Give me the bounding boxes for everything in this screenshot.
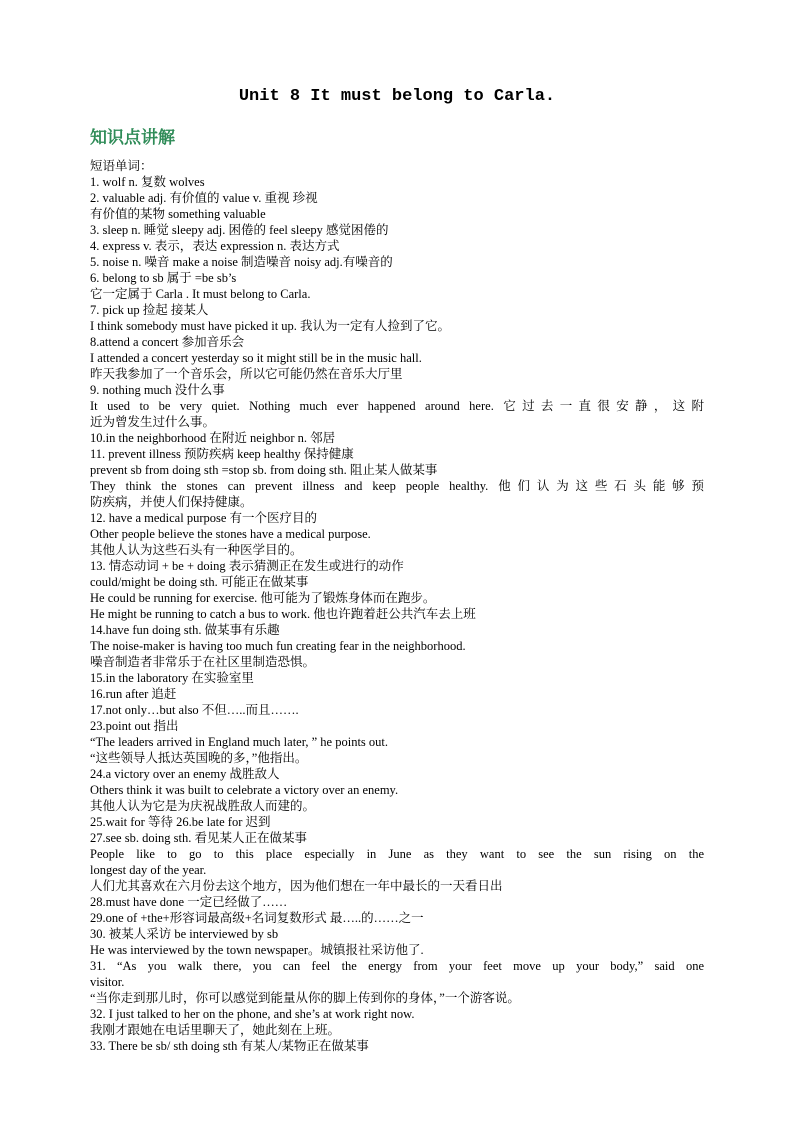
notes-body: [90, 158, 704, 1054]
text-line: 昨天我参加了一个音乐会，所以它可能仍然在音乐大厅里: [90, 367, 403, 381]
text-line: 3. sleep n. 睡觉 sleepy adj. 困倦的 feel sleepy 感觉困倦的: [90, 223, 389, 237]
text-line: 23.point out 指出: [90, 719, 179, 733]
text-line: It used to be very quiet. Nothing much ever happened around here. 它过去一直很安静，这附: [90, 399, 704, 413]
text-line: 13. 情态动词 + be + doing 表示猜测正在发生或进行的动作: [90, 559, 404, 573]
text-line: They think the stones can prevent illness and keep people healthy. 他们认为这些石头能够预: [90, 479, 704, 493]
text-line: 27.see sb. doing sth. 看见某人正在做某事: [90, 831, 308, 845]
text-line: 16.run after 追赶: [90, 687, 177, 701]
text-line: 其他人认为这些石头有一种医学目的。: [90, 543, 303, 557]
text-line: 15.in the laboratory 在实验室里: [90, 671, 254, 685]
text-line: 28.must have done 一定已经做了……: [90, 895, 288, 909]
text-line: 4. express v. 表示，表达 expression n. 表达方式: [90, 239, 340, 253]
text-line: 防疾病，并使人们保持健康。: [90, 495, 253, 509]
text-line: I attended a concert yesterday so it might still be in the music hall.: [90, 351, 422, 365]
text-line: 1. wolf n. 复数 wolves: [90, 175, 205, 189]
text-line: visitor.: [90, 975, 125, 989]
text-line: 12. have a medical purpose 有一个医疗目的: [90, 511, 318, 525]
text-line: I think somebody must have picked it up. 我认为一定有人捡到了它。: [90, 319, 451, 333]
text-line: 噪音制造者非常乐于在社区里制造恐惧。: [90, 655, 316, 669]
text-line: People like to go to this place especially in June as they want to see the sun rising on the: [90, 847, 704, 861]
text-line: He could be running for exercise. 他可能为了锻炼身体而在跑步。: [90, 591, 436, 605]
text-line: 30. 被某人采访 be interviewed by sb: [90, 927, 279, 941]
section-heading: 知识点讲解: [90, 128, 175, 148]
text-line: 5. noise n. 噪音 make a noise 制造噪音 noisy adj.有噪音的: [90, 255, 393, 269]
text-line: He was interviewed by the town newspaper。城镇报社采访他了.: [90, 943, 424, 957]
text-line: 7. pick up 捡起 接某人: [90, 303, 209, 317]
text-line: “The leaders arrived in England much later, ” he points out.: [90, 735, 389, 749]
text-line: 32. I just talked to her on the phone, and she’s at work right now.: [90, 1007, 415, 1021]
text-line: 31. “As you walk there, you can feel the energy from your feet move up your body,” said one: [90, 959, 704, 973]
text-line: 14.have fun doing sth. 做某事有乐趣: [90, 623, 280, 637]
text-line: 9. nothing much 没什么事: [90, 383, 225, 397]
text-line: 33. There be sb/ sth doing sth 有某人/某物正在做某事: [90, 1039, 369, 1053]
text-line: 6. belong to sb 属于 =be sb’s: [90, 271, 237, 285]
text-line: could/might be doing sth. 可能正在做某事: [90, 575, 309, 589]
text-line: 我刚才跟她在电话里聊天了，她此刻在上班。: [90, 1023, 341, 1037]
text-line: 29.one of +the+形容词最高级+名词复数形式 最…..的……之一: [90, 911, 424, 925]
text-line: 短语单词：: [90, 159, 153, 173]
text-line: Other people believe the stones have a medical purpose.: [90, 527, 371, 541]
text-line: 25.wait for 等待 26.be late for 迟到: [90, 815, 271, 829]
text-line: 它一定属于 Carla . It must belong to Carla.: [90, 287, 311, 301]
text-line: 11. prevent illness 预防疾病 keep healthy 保持健康: [90, 447, 354, 461]
text-line: 8.attend a concert 参加音乐会: [90, 335, 245, 349]
text-line: 其他人认为它是为庆祝战胜敌人而建的。: [90, 799, 316, 813]
text-line: 10.in the neighborhood 在附近 neighbor n. 邻居: [90, 431, 336, 445]
text-line: “当你走到那儿时，你可以感觉到能量从你的脚上传到你的身体，”一个游客说。: [90, 991, 520, 1005]
document-title: Unit 8 It must belong to Carla.: [238, 87, 556, 106]
text-line: 17.not only…but also 不但…..而且…….: [90, 703, 299, 717]
text-line: “这些领导人抵达英国晚的多，”他指出。: [90, 751, 308, 765]
text-line: 人们尤其喜欢在六月份去这个地方，因为他们想在一年中最长的一天看日出: [90, 879, 503, 893]
text-line: 有价值的某物 something valuable: [90, 207, 266, 221]
text-line: prevent sb from doing sth =stop sb. from doing sth. 阻止某人做某事: [90, 463, 438, 477]
text-line: 24.a victory over an enemy 战胜敌人: [90, 767, 280, 781]
text-line: The noise-maker is having too much fun creating fear in the neighborhood.: [90, 639, 466, 653]
text-line: 2. valuable adj. 有价值的 value v. 重视 珍视: [90, 191, 318, 205]
text-line: Others think it was built to celebrate a victory over an enemy.: [90, 783, 399, 797]
text-line: He might be running to catch a bus to work. 他也许跑着赶公共汽车去上班: [90, 607, 476, 621]
text-line: longest day of the year.: [90, 863, 207, 877]
text-line: 近为曾发生过什么事。: [90, 415, 216, 429]
